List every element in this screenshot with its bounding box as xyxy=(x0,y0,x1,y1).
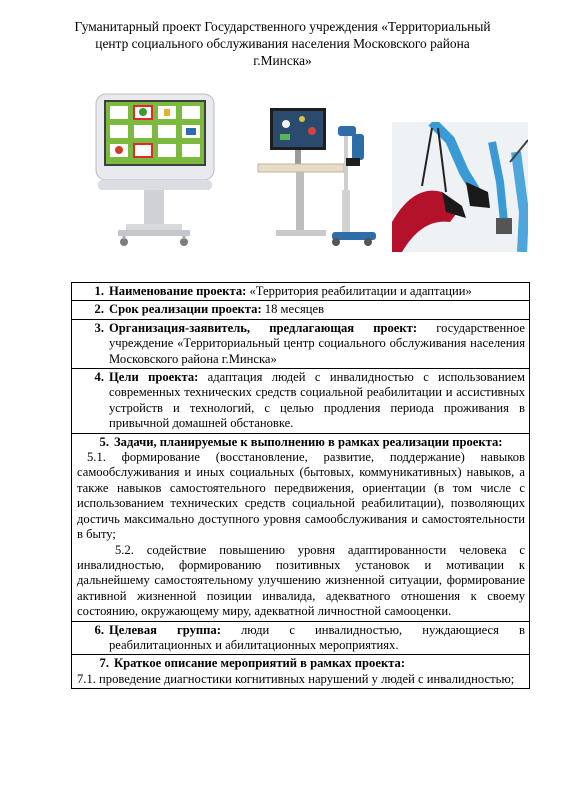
row-text: 18 месяцев xyxy=(261,302,325,317)
row-label: Срок реализации проекта: xyxy=(109,302,262,317)
row-label: Наименование проекта: xyxy=(109,284,247,298)
row-text: адаптация людей с инвалидностью с использованием современных технических средств социальной реабилитации и ассистивных устройств и технологий, с целью продления периода проживания в привычной домашней обстановке. xyxy=(109,370,525,431)
table-row xyxy=(72,655,530,689)
interactive-panel-image xyxy=(92,92,218,252)
row-label: Краткое описание мероприятий в рамках проекта: xyxy=(114,656,406,671)
tasks-heading: 5. Задачи, планируемые к выполнению в рамках реализации проекта: xyxy=(99,434,503,449)
document-title xyxy=(40,18,525,69)
task-5-2: 5.2. содействие повышению уровня адаптированности человека с инвалидностью, формированию позитивных установок и мотивации к дальнейшему самостоятельному улучшению жизненной ситуации, формирование активной жизненной позиции инвалида, адекватного отношения к своему состоянию, окружающему миру, адекватной личностной самооценки. xyxy=(77,542,525,619)
row-text: «Территория реабилитации и адаптации» xyxy=(246,284,472,298)
row-text: государственное учреждение «Территориальный центр социального обслуживания населения Московского района г.Минска» xyxy=(109,320,525,366)
project-table xyxy=(71,282,530,689)
row-label: Организация-заявитель, предлагающая проект: xyxy=(109,320,418,335)
activity-7-1: 7.1. проведение диагностики когнитивных нарушений у людей с инвалидностью; xyxy=(77,671,515,686)
row-label: Цели проекта: xyxy=(109,370,199,385)
task-5-1: 5.1. формирование (восстановление, развитие, поддержание) навыков самообслуживания и иных социальных (бытовых, коммуникативных) навыков, а также навыков самостоятельного передвижения, ориентации (в том числе с использованием технических средств социальной реабилитации), позволяющих достичь максимально доступного уровня самообслуживания и самостоятельности в быту; xyxy=(77,450,525,542)
table-row xyxy=(72,433,530,621)
row-label: Целевая группа: xyxy=(109,622,221,637)
table-row xyxy=(72,283,530,301)
row-label: Задачи, планируемые к выполнению в рамках реализации проекта: xyxy=(114,434,503,449)
goals-cell: 4. Цели проекта: адаптация людей с инвалидностью с использованием современных технических средств социальной реабилитации и ассистивных устройств и технологий, с целью продления периода проживания в привычной домашней обстановке. xyxy=(72,369,530,434)
title-line-1: Гуманитарный проект Государственного учреждения «Территориальный xyxy=(74,19,491,34)
target-group-cell: 6. Целевая группа: люди с инвалидностью, нуждающиеся в реабилитационных и абилитационных мероприятиях. xyxy=(72,621,530,655)
applicant-cell: 3. Организация-заявитель, предлагающая проект: государственное учреждение «Территориальный центр социального обслуживания населения Московского района г.Минска» xyxy=(72,319,530,368)
project-term-cell: 2. Срок реализации проекта: 18 месяцев xyxy=(72,301,530,319)
tasks-cell xyxy=(72,433,530,621)
table-row xyxy=(72,621,530,655)
title-line-2: центр социального обслуживания населения Московского района xyxy=(95,36,470,51)
project-name-cell: 1. Наименование проекта: «Территория реабилитации и адаптации» xyxy=(72,283,530,301)
title-line-3: г.Минска» xyxy=(253,53,312,68)
table-row xyxy=(72,301,530,319)
activities-heading: 7. Краткое описание мероприятий в рамках проекта: xyxy=(99,656,406,671)
activities-cell xyxy=(72,655,530,689)
table-row xyxy=(72,319,530,368)
row-text: люди с инвалидностью, нуждающиеся в реабилитационных и абилитационных мероприятиях. xyxy=(109,622,525,652)
suspension-device-image xyxy=(392,122,528,252)
rehab-table-image xyxy=(256,104,384,254)
table-row xyxy=(72,369,530,434)
